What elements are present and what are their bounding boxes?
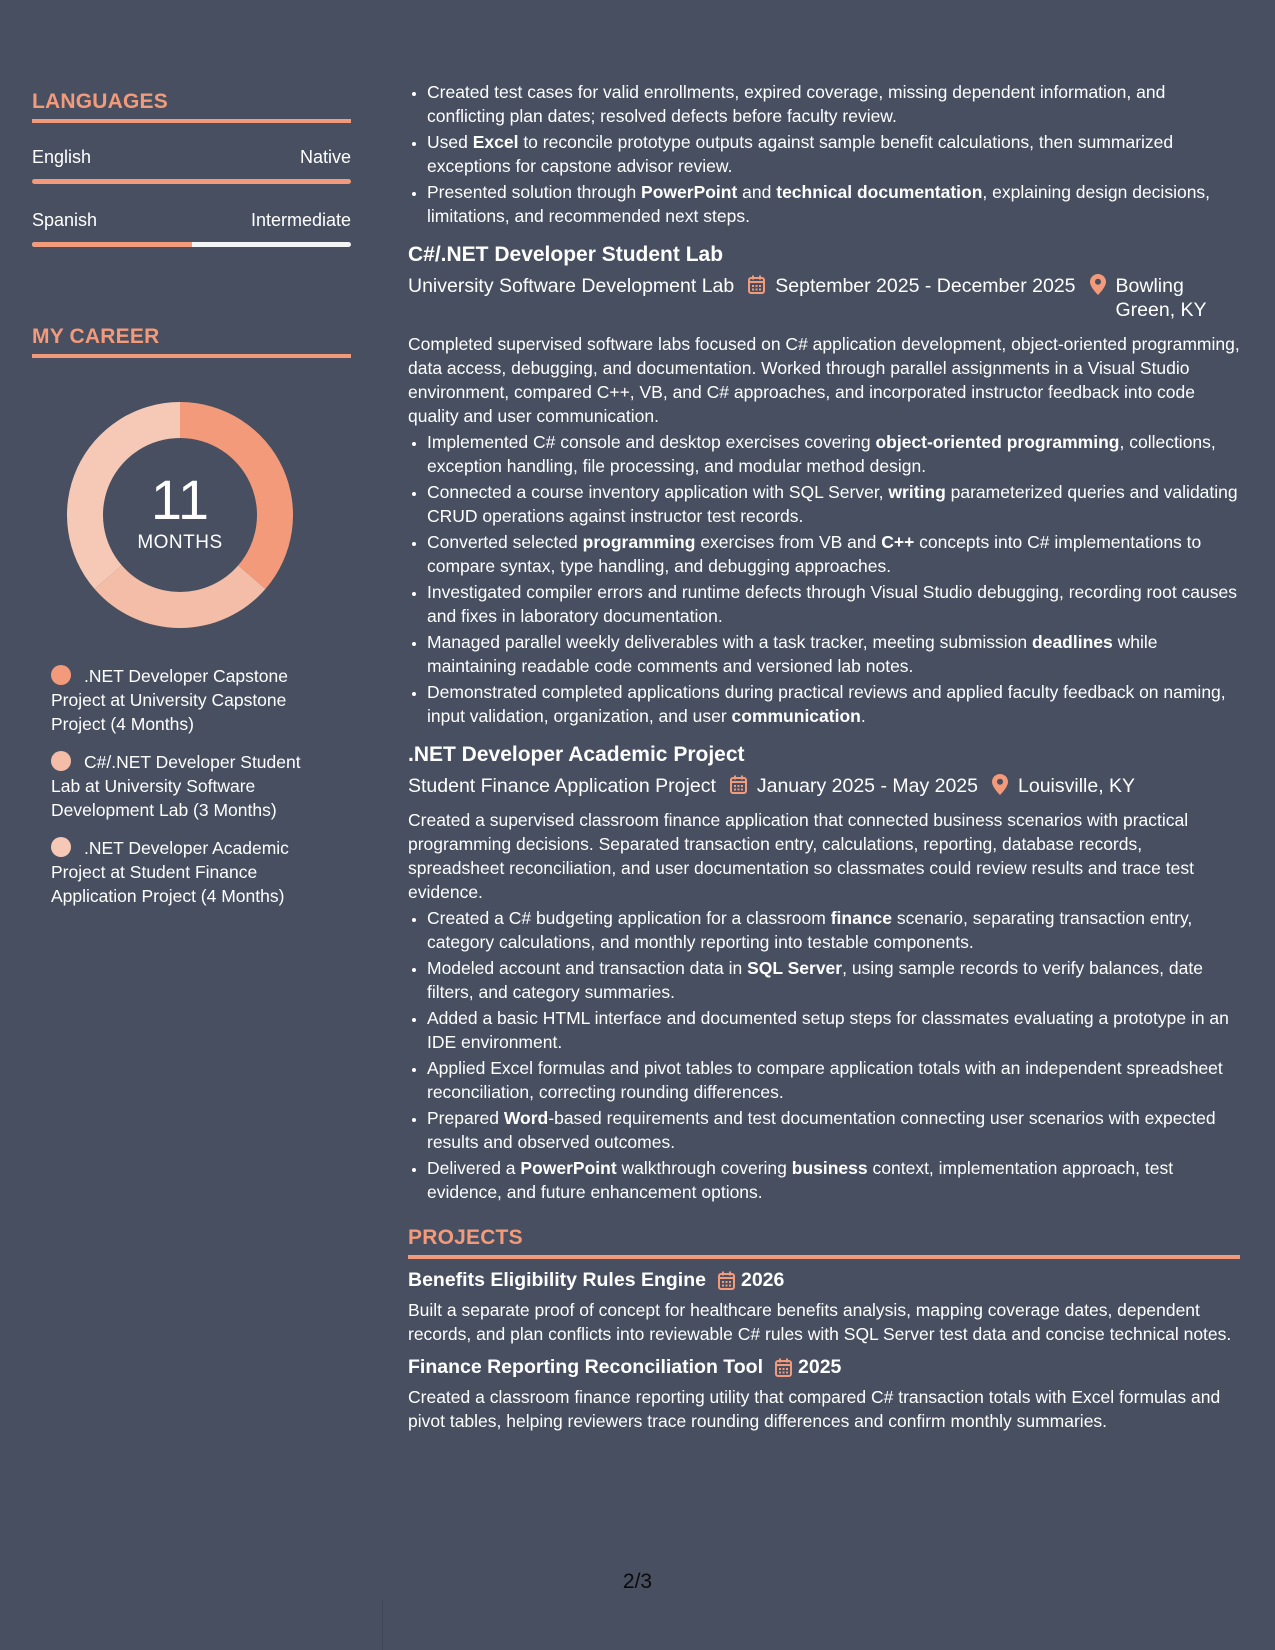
project-year: 2025 [798, 1356, 842, 1378]
bullet-text: -based requirements and test documentation connecting user scenarios with expected results and observed outcomes. [427, 1108, 1216, 1152]
bullet-item [427, 956, 1240, 1004]
career-legend [51, 664, 326, 908]
bullet-keyword: Word [503, 1108, 549, 1128]
job-title: .NET Developer Academic Project [408, 743, 745, 766]
project-name: Finance Reporting Reconciliation Tool [408, 1356, 763, 1378]
bullet-text: Modeled account and transaction data in [427, 958, 748, 978]
language-level: Intermediate [250, 210, 351, 230]
career-legend-item [51, 750, 326, 822]
job-description: Completed supervised software labs focused on C# application development, object-oriented programming, data access, debugging, and documentation. Worked through parallel assignments in a Visual Studio environment, compared C++, VB, and C# approaches, and incorporated instructor feedback into code quality and user communication. [408, 334, 1240, 426]
project-year: 2026 [740, 1269, 785, 1291]
job-entry [408, 242, 1240, 728]
bullet-text: Created a C# budgeting application for a classroom [427, 908, 831, 928]
projects-heading: PROJECTS [408, 1226, 1240, 1259]
bullet-text: parameterized queries and validating CRUD operations against instructor test records. [427, 482, 1238, 526]
language-proficiency-fill [32, 179, 351, 184]
job-dates: September 2025 - December 2025 [775, 275, 1076, 297]
main-content [408, 80, 1240, 1433]
bullet-keyword: communication [731, 706, 861, 726]
language-name: English [32, 147, 92, 167]
career-donut-chart [67, 402, 293, 628]
bullet-text: Added a basic HTML interface and documented setup steps for classmates evaluating a prototype in an IDE environment. [427, 1008, 1229, 1052]
bullet-text: exercises from VB and [695, 532, 882, 552]
job-company: Student Finance Application Project [408, 775, 716, 797]
bullet-text: Implemented C# console and desktop exercises covering [427, 432, 876, 452]
bullet-text: Presented solution through [427, 182, 642, 202]
bullet-text: context, implementation approach, test evidence, and future enhancement options. [427, 1158, 1174, 1202]
bullet-text: walkthrough covering [616, 1158, 792, 1178]
job-meta [408, 774, 1240, 798]
career-total-number: 11 [150, 468, 210, 531]
job-meta [408, 274, 1240, 322]
bullet-keyword: object-oriented programming [875, 432, 1120, 452]
language-item-spanish [32, 210, 351, 247]
bullet-text: , collections, exception handling, file processing, and modular method design. [427, 432, 1216, 476]
language-level: Native [299, 147, 351, 167]
career-legend-label: .NET Developer Academic Project at Student Finance Application Project (4 Months) [51, 838, 289, 906]
project-name: Benefits Eligibility Rules Engine [408, 1269, 706, 1291]
bullet-keyword: deadlines [1032, 632, 1113, 652]
bullet-item [427, 580, 1240, 628]
bullet-text: Converted selected [427, 532, 583, 552]
career-legend-item [51, 836, 326, 908]
job-location: Louisville, KY [1018, 775, 1136, 797]
bullet-text: Prepared [427, 1108, 504, 1128]
career-donut-center [67, 468, 293, 554]
bullet-text: to reconcile prototype outputs against sample benefit calculations, then summarized exceptions for capstone advisor review. [427, 132, 1174, 176]
bullet-text: Connected a course inventory application with SQL Server, [427, 482, 889, 502]
job-entry [408, 742, 1240, 1204]
capstone-bullets [408, 80, 1240, 228]
bullet-keyword: finance [830, 908, 892, 928]
bullet-item [427, 1006, 1240, 1054]
calendar-icon [775, 1358, 792, 1378]
language-name: Spanish [32, 210, 98, 230]
bullet-text: Investigated compiler errors and runtime defects through Visual Studio debugging, recording root causes and fixes in laboratory documentation. [427, 582, 1238, 626]
bullet-item [427, 906, 1240, 954]
bullet-keyword: Excel [472, 132, 519, 152]
language-proficiency-bar [32, 242, 351, 247]
bullet-text: while maintaining readable code comments and versioned lab notes. [427, 632, 1158, 676]
bullet-keyword: PowerPoint [641, 182, 738, 202]
calendar-icon [718, 1271, 735, 1291]
location-pin-icon [992, 774, 1008, 795]
bullet-item [427, 180, 1240, 228]
bullet-item [427, 1106, 1240, 1154]
bullet-keyword: SQL Server [747, 958, 843, 978]
bullet-keyword: programming [582, 532, 696, 552]
language-proficiency-bar [32, 179, 351, 184]
bullet-item [427, 530, 1240, 578]
project-header [408, 1269, 1240, 1292]
bullet-text: Managed parallel weekly deliverables with a task tracker, meeting submission [427, 632, 1033, 652]
job-bullets [408, 906, 1240, 1204]
career-heading: MY CAREER [32, 325, 351, 358]
bullet-item [427, 130, 1240, 178]
location-pin-icon [1090, 274, 1106, 295]
column-divider [382, 1600, 383, 1650]
bullet-text: , explaining design decisions, limitations, and recommended next steps. [427, 182, 1211, 226]
page-number: 2/3 [622, 1570, 653, 1593]
bullet-text: . [860, 706, 866, 726]
bullet-text: , using sample records to verify balances, date filters, and category summaries. [427, 958, 1203, 1002]
sidebar [32, 90, 351, 922]
donut-segment [95, 565, 266, 628]
job-description: Created a supervised classroom finance application that connected business scenarios with practical programming decisions. Separated transaction entry, calculations, reporting, database records, spreadsheet reconciliation, and user documentation so classmates could review results and trace test evidence. [408, 810, 1194, 902]
legend-dot [51, 837, 71, 857]
bullet-keyword: PowerPoint [520, 1158, 617, 1178]
language-proficiency-fill [32, 242, 192, 247]
bullet-text: scenario, separating transaction entry, category calculations, and monthly reporting into testable components. [427, 908, 1193, 952]
bullet-text: Applied Excel formulas and pivot tables to compare application totals with an independent spreadsheet reconciliation, correcting rounding differences. [427, 1058, 1223, 1102]
calendar-icon [730, 775, 747, 795]
language-item-english [32, 147, 351, 184]
bullet-text: Created test cases for valid enrollments, expired coverage, missing dependent information, and conflicting plan dates; resolved defects before faculty review. [427, 82, 1166, 126]
bullet-item [427, 630, 1240, 678]
job-location: Bowling Green, KY [1115, 275, 1207, 321]
bullet-text: Used [427, 132, 473, 152]
calendar-icon [748, 275, 765, 295]
bullet-item [427, 1156, 1240, 1204]
bullet-keyword: writing [888, 482, 946, 502]
bullet-item [427, 480, 1240, 528]
project-description: Created a classroom finance reporting utility that compared C# transaction totals with Excel formulas and pivot tables, helping reviewers trace rounding differences and confirm monthly summaries. [408, 1387, 1221, 1431]
career-legend-label: .NET Developer Capstone Project at University Capstone Project (4 Months) [51, 666, 288, 734]
bullet-item [427, 1056, 1240, 1104]
bullet-keyword: business [791, 1158, 868, 1178]
bullet-keyword: C++ [881, 532, 915, 552]
career-legend-item [51, 664, 326, 736]
job-bullets [408, 430, 1240, 728]
bullet-item [427, 80, 1240, 128]
bullet-text: concepts into C# implementations to compare syntax, type handling, and debugging approaches. [427, 532, 1202, 576]
languages-heading: LANGUAGES [32, 90, 351, 123]
bullet-text: Delivered a [427, 1158, 521, 1178]
job-title: C#/.NET Developer Student Lab [408, 243, 724, 266]
bullet-text: and [737, 182, 777, 202]
career-total-unit: MONTHS [137, 532, 223, 553]
bullet-item [427, 430, 1240, 478]
legend-dot [51, 665, 71, 685]
project-entry [408, 1269, 1240, 1346]
bullet-item [427, 680, 1240, 728]
project-entry [408, 1356, 1240, 1433]
project-description: Built a separate proof of concept for healthcare benefits analysis, mapping coverage dates, dependent records, and plan conflicts into reviewable C# rules with SQL Server test data and concise technical notes. [408, 1300, 1232, 1344]
job-dates: January 2025 - May 2025 [756, 775, 978, 797]
bullet-text: Demonstrated completed applications during practical reviews and applied faculty feedback on naming, input validation, organization, and user [427, 682, 1226, 726]
legend-dot [51, 751, 71, 771]
career-legend-label: C#/.NET Developer Student Lab at University Software Development Lab (3 Months) [51, 752, 301, 820]
job-company: University Software Development Lab [408, 275, 735, 297]
project-header [408, 1356, 1240, 1379]
bullet-keyword: technical documentation [776, 182, 983, 202]
